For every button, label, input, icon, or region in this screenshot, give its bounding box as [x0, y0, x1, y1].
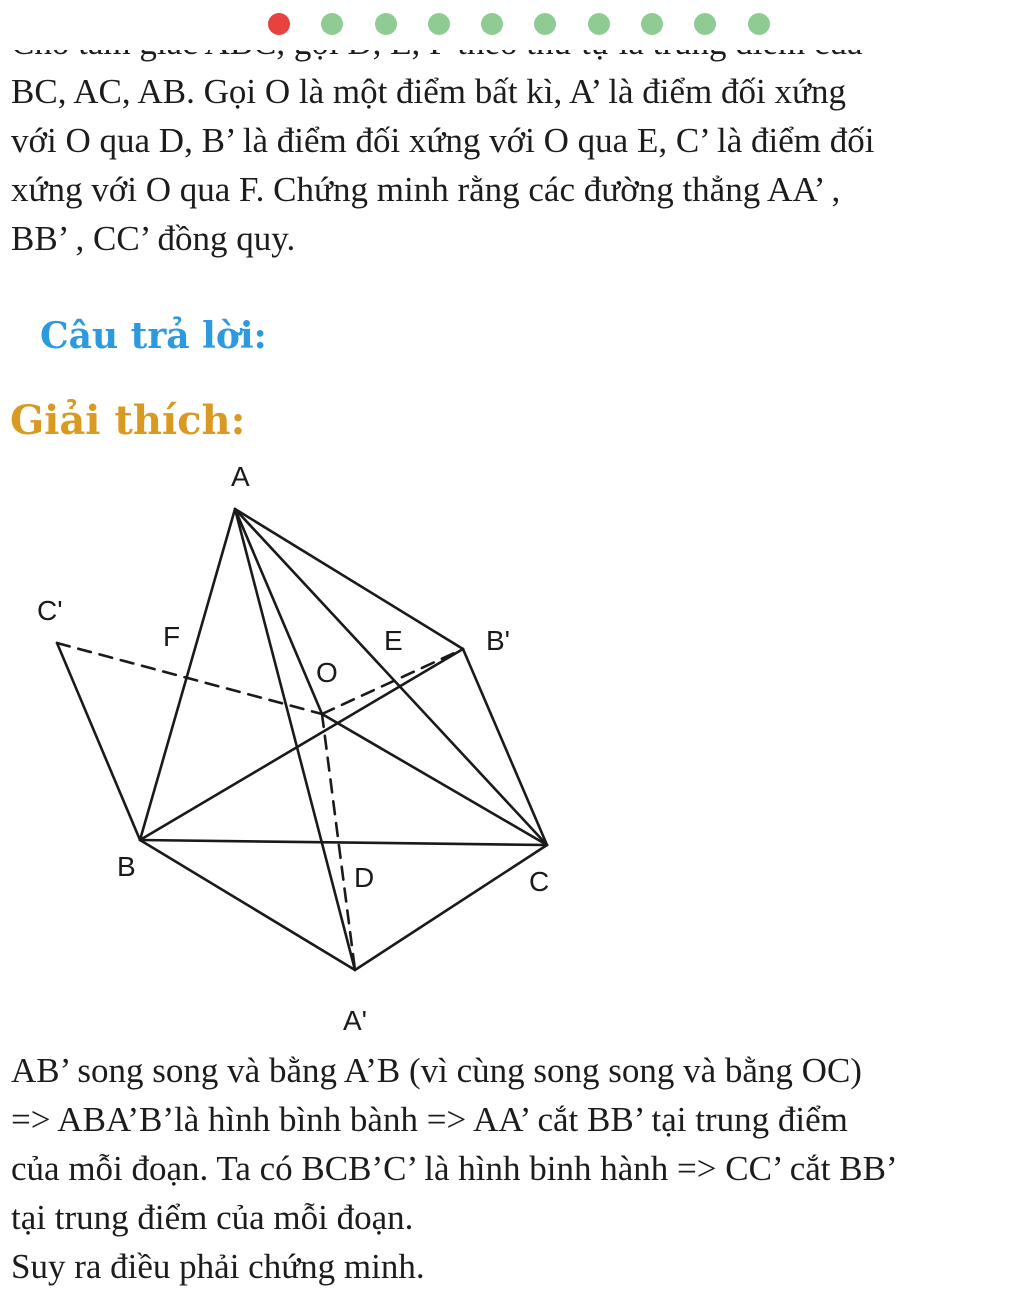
segment-AC [235, 509, 547, 845]
question-line: BC, AC, AB. Gọi O là một điểm bất kì, A’ là điểm đối xứng [11, 72, 846, 111]
explanation-text [11, 1046, 1015, 1291]
label-C-prime: C' [37, 595, 63, 626]
step-dot[interactable] [481, 13, 503, 35]
segment-OC [322, 714, 547, 845]
dashed-O-B-prime [322, 649, 463, 714]
question-line: xứng với O qua F. Chứng minh rằng các đường thẳng AA’ , [11, 170, 841, 209]
label-A-prime: A' [343, 1005, 368, 1036]
segment-C-prime-B [57, 643, 140, 840]
label-F: F [163, 621, 181, 652]
step-dot[interactable] [375, 13, 397, 35]
dashed-C-prime-O [57, 643, 322, 714]
step-dot[interactable] [321, 13, 343, 35]
segment-CA-prime [355, 845, 550, 970]
explanation-line: của mỗi đoạn. Ta có BCB’C’ là hình binh hành => CC’ cắt BB’ [11, 1149, 898, 1188]
question-line: BB’ , CC’ đồng quy. [11, 219, 296, 258]
segment-AA-prime [235, 509, 355, 970]
explanation-line: tại trung điểm của mỗi đoạn. [11, 1198, 414, 1237]
question-line: với O qua D, B’ là điểm đối xứng với O qua E, C’ là điểm đối [11, 121, 875, 160]
segment-BA-prime [140, 840, 355, 970]
explanation-line: => ABA’B’là hình bình bành => AA’ cắt BB’ tại trung điểm [11, 1100, 848, 1139]
step-dot[interactable] [428, 13, 450, 35]
step-pager-bar [0, 0, 1024, 50]
label-O: O [316, 657, 338, 688]
step-dot[interactable] [534, 13, 556, 35]
answer-heading: Câu trả lời: [40, 315, 267, 357]
label-E: E [384, 625, 403, 656]
segment-AO [235, 509, 322, 714]
question-text [11, 18, 1011, 263]
explanation-line: AB’ song song và bằng A’B (vì cùng song song và bằng OC) [11, 1051, 862, 1090]
label-A: A [231, 461, 250, 492]
label-B-prime: B' [486, 625, 511, 656]
geometry-figure [0, 440, 640, 1040]
segment-BC [140, 840, 547, 845]
step-dot-active[interactable] [268, 13, 290, 35]
segment-B-prime-C [463, 649, 547, 845]
step-dot[interactable] [641, 13, 663, 35]
segment-AB [140, 509, 235, 840]
explanation-heading: Giải thích: [10, 397, 246, 444]
step-dot[interactable] [748, 13, 770, 35]
explanation-line: Suy ra điều phải chứng minh. [11, 1247, 425, 1286]
segment-AB-prime [235, 509, 463, 649]
label-B: B [117, 851, 136, 882]
label-D: D [354, 862, 375, 893]
step-dot[interactable] [694, 13, 716, 35]
step-dot[interactable] [588, 13, 610, 35]
step-dots [268, 13, 770, 35]
label-C: C [529, 866, 550, 897]
